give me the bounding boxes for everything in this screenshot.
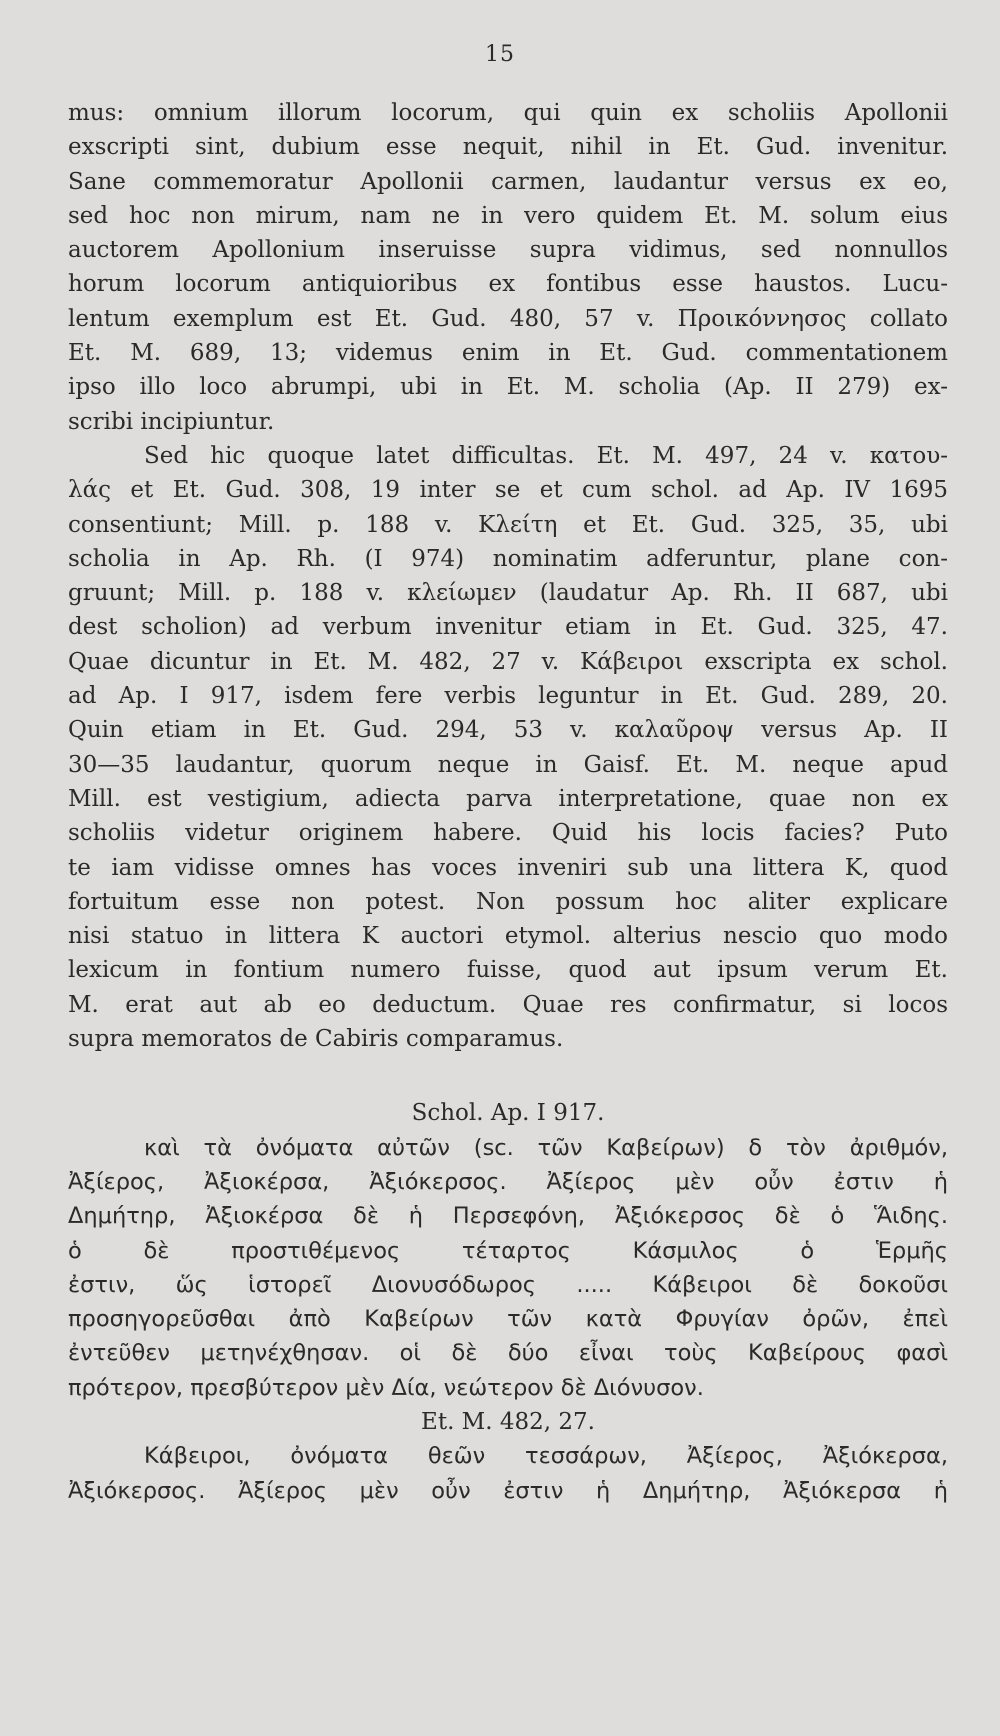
greek-text-line: Ἀξιόκερσος. Ἀξίερος μὲν οὖν ἐστιν ἡ Δημήτηρ, Ἀξιόκερσα ἡ bbox=[68, 1477, 948, 1504]
text-line: lexicum in fontium numero fuisse, quod aut ipsum verum Et. bbox=[68, 957, 948, 984]
greek-text-line: ὁ δὲ προστιθέμενος τέταρτος Κάσμιλος ὁ Ἑρμῆς bbox=[68, 1237, 948, 1264]
text-line: ad Ap. I 917, isdem fere verbis leguntur in Et. Gud. 289, 20. bbox=[68, 683, 948, 710]
text-line: sed hoc non mirum, nam ne in vero quidem Et. M. solum eius bbox=[68, 202, 948, 229]
text-line: lentum exemplum est Et. Gud. 480, 57 v. Προικόννησος collato bbox=[68, 305, 948, 332]
greek-text-line: καὶ τὰ ὀνόματα αὐτῶν (sc. τῶν Καβείρων) δ τὸν ἀριθμόν, bbox=[144, 1134, 948, 1161]
text-line: scholiis videtur originem habere. Quid his locis facies? Puto bbox=[68, 820, 948, 847]
page-number: 15 bbox=[485, 42, 515, 67]
text-line: Et. M. 689, 13; videmus enim in Et. Gud. commentationem bbox=[68, 340, 948, 367]
greek-text-line: Δημήτηρ, Ἀξιοκέρσα δὲ ἡ Περσεφόνη, Ἀξιόκερσος δὲ ὁ Ἅιδης. bbox=[68, 1203, 948, 1230]
text-line: λάς et Et. Gud. 308, 19 inter se et cum schol. ad Ap. IV 1695 bbox=[68, 477, 948, 504]
text-line: auctorem Apollonium inseruisse supra vidimus, sed nonnullos bbox=[68, 237, 948, 264]
text-line: scholia in Ap. Rh. (I 974) nominatim adferuntur, plane con- bbox=[68, 545, 948, 572]
text-line: scribi incipiuntur. bbox=[68, 408, 275, 435]
text-line: horum locorum antiquioribus ex fontibus esse haustos. Lucu- bbox=[68, 271, 948, 298]
text-line: Sane commemoratur Apollonii carmen, laudantur versus ex eo, bbox=[68, 168, 948, 195]
greek-text-line: πρότερον, πρεσβύτερον μὲν Δία, νεώτερον δὲ Διόνυσον. bbox=[68, 1374, 704, 1401]
greek-text-line: Κάβειροι, ὀνόματα θεῶν τεσσάρων, Ἀξίερος, Ἀξιόκερσα, bbox=[144, 1443, 948, 1470]
text-line: 30—35 laudantur, quorum neque in Gaisf. Et. M. neque apud bbox=[68, 751, 948, 778]
text-line: Quae dicuntur in Et. M. 482, 27 v. Κάβειροι exscripta ex schol. bbox=[68, 648, 948, 675]
etymologicum-heading: Et. M. 482, 27. bbox=[421, 1408, 595, 1435]
section-gap bbox=[68, 1056, 948, 1096]
text-line: mus: omnium illorum locorum, qui quin ex scholiis Apollonii bbox=[68, 100, 948, 126]
greek-text-line: προσηγορεῦσθαι ἀπὸ Καβείρων τῶν κατὰ Φρυγίαν ὀρῶν, ἐπεὶ bbox=[68, 1306, 948, 1333]
text-line: dest scholion) ad verbum invenitur etiam in Et. Gud. 325, 47. bbox=[68, 614, 948, 641]
text-line: Mill. est vestigium, adiecta parva interpretatione, quae non ex bbox=[68, 785, 948, 812]
text-line: supra memoratos de Cabiris comparamus. bbox=[68, 1026, 564, 1053]
greek-text-line: Ἀξίερος, Ἀξιοκέρσα, Ἀξιόκερσος. Ἀξίερος μὲν οὖν ἐστιν ἡ bbox=[68, 1168, 948, 1195]
text-line: gruunt; Mill. p. 188 v. κλείωμεν (laudatur Ap. Rh. II 687, ubi bbox=[68, 580, 948, 607]
greek-text-line: ἐστιν, ὥς ἱστορεῖ Διονυσόδωρος ..... Κάβειροι δὲ δοκοῦσι bbox=[68, 1271, 948, 1298]
text-line: te iam vidisse omnes has voces inveniri sub una littera Κ, quod bbox=[68, 854, 948, 881]
scholion-heading: Schol. Ap. I 917. bbox=[411, 1100, 605, 1127]
text-line: consentiunt; Mill. p. 188 v. Κλείτη et Et. Gud. 325, 35, ubi bbox=[68, 511, 948, 538]
text-line: M. erat aut ab eo deductum. Quae res confirmatur, si locos bbox=[68, 991, 948, 1018]
text-line: ipso illo loco abrumpi, ubi in Et. M. scholia (Ap. II 279) ex- bbox=[68, 374, 948, 401]
main-text-block bbox=[68, 96, 948, 1508]
text-line: nisi statuo in littera Κ auctori etymol. alterius nescio quo modo bbox=[68, 923, 948, 950]
greek-text-line: ἐντεῦθεν μετηνέχθησαν. οἱ δὲ δύο εἶναι τοὺς Καβείρους φασὶ bbox=[68, 1340, 948, 1367]
text-line: Quin etiam in Et. Gud. 294, 53 v. καλαῦροψ versus Ap. II bbox=[68, 717, 948, 744]
paragraph-first-line: Sed hic quoque latet difficultas. Et. M. 497, 24 v. κατου- bbox=[144, 442, 948, 469]
text-line: exscripti sint, dubium esse nequit, nihil in Et. Gud. invenitur. bbox=[68, 134, 948, 161]
text-line: fortuitum esse non potest. Non possum hoc aliter explicare bbox=[68, 888, 948, 915]
